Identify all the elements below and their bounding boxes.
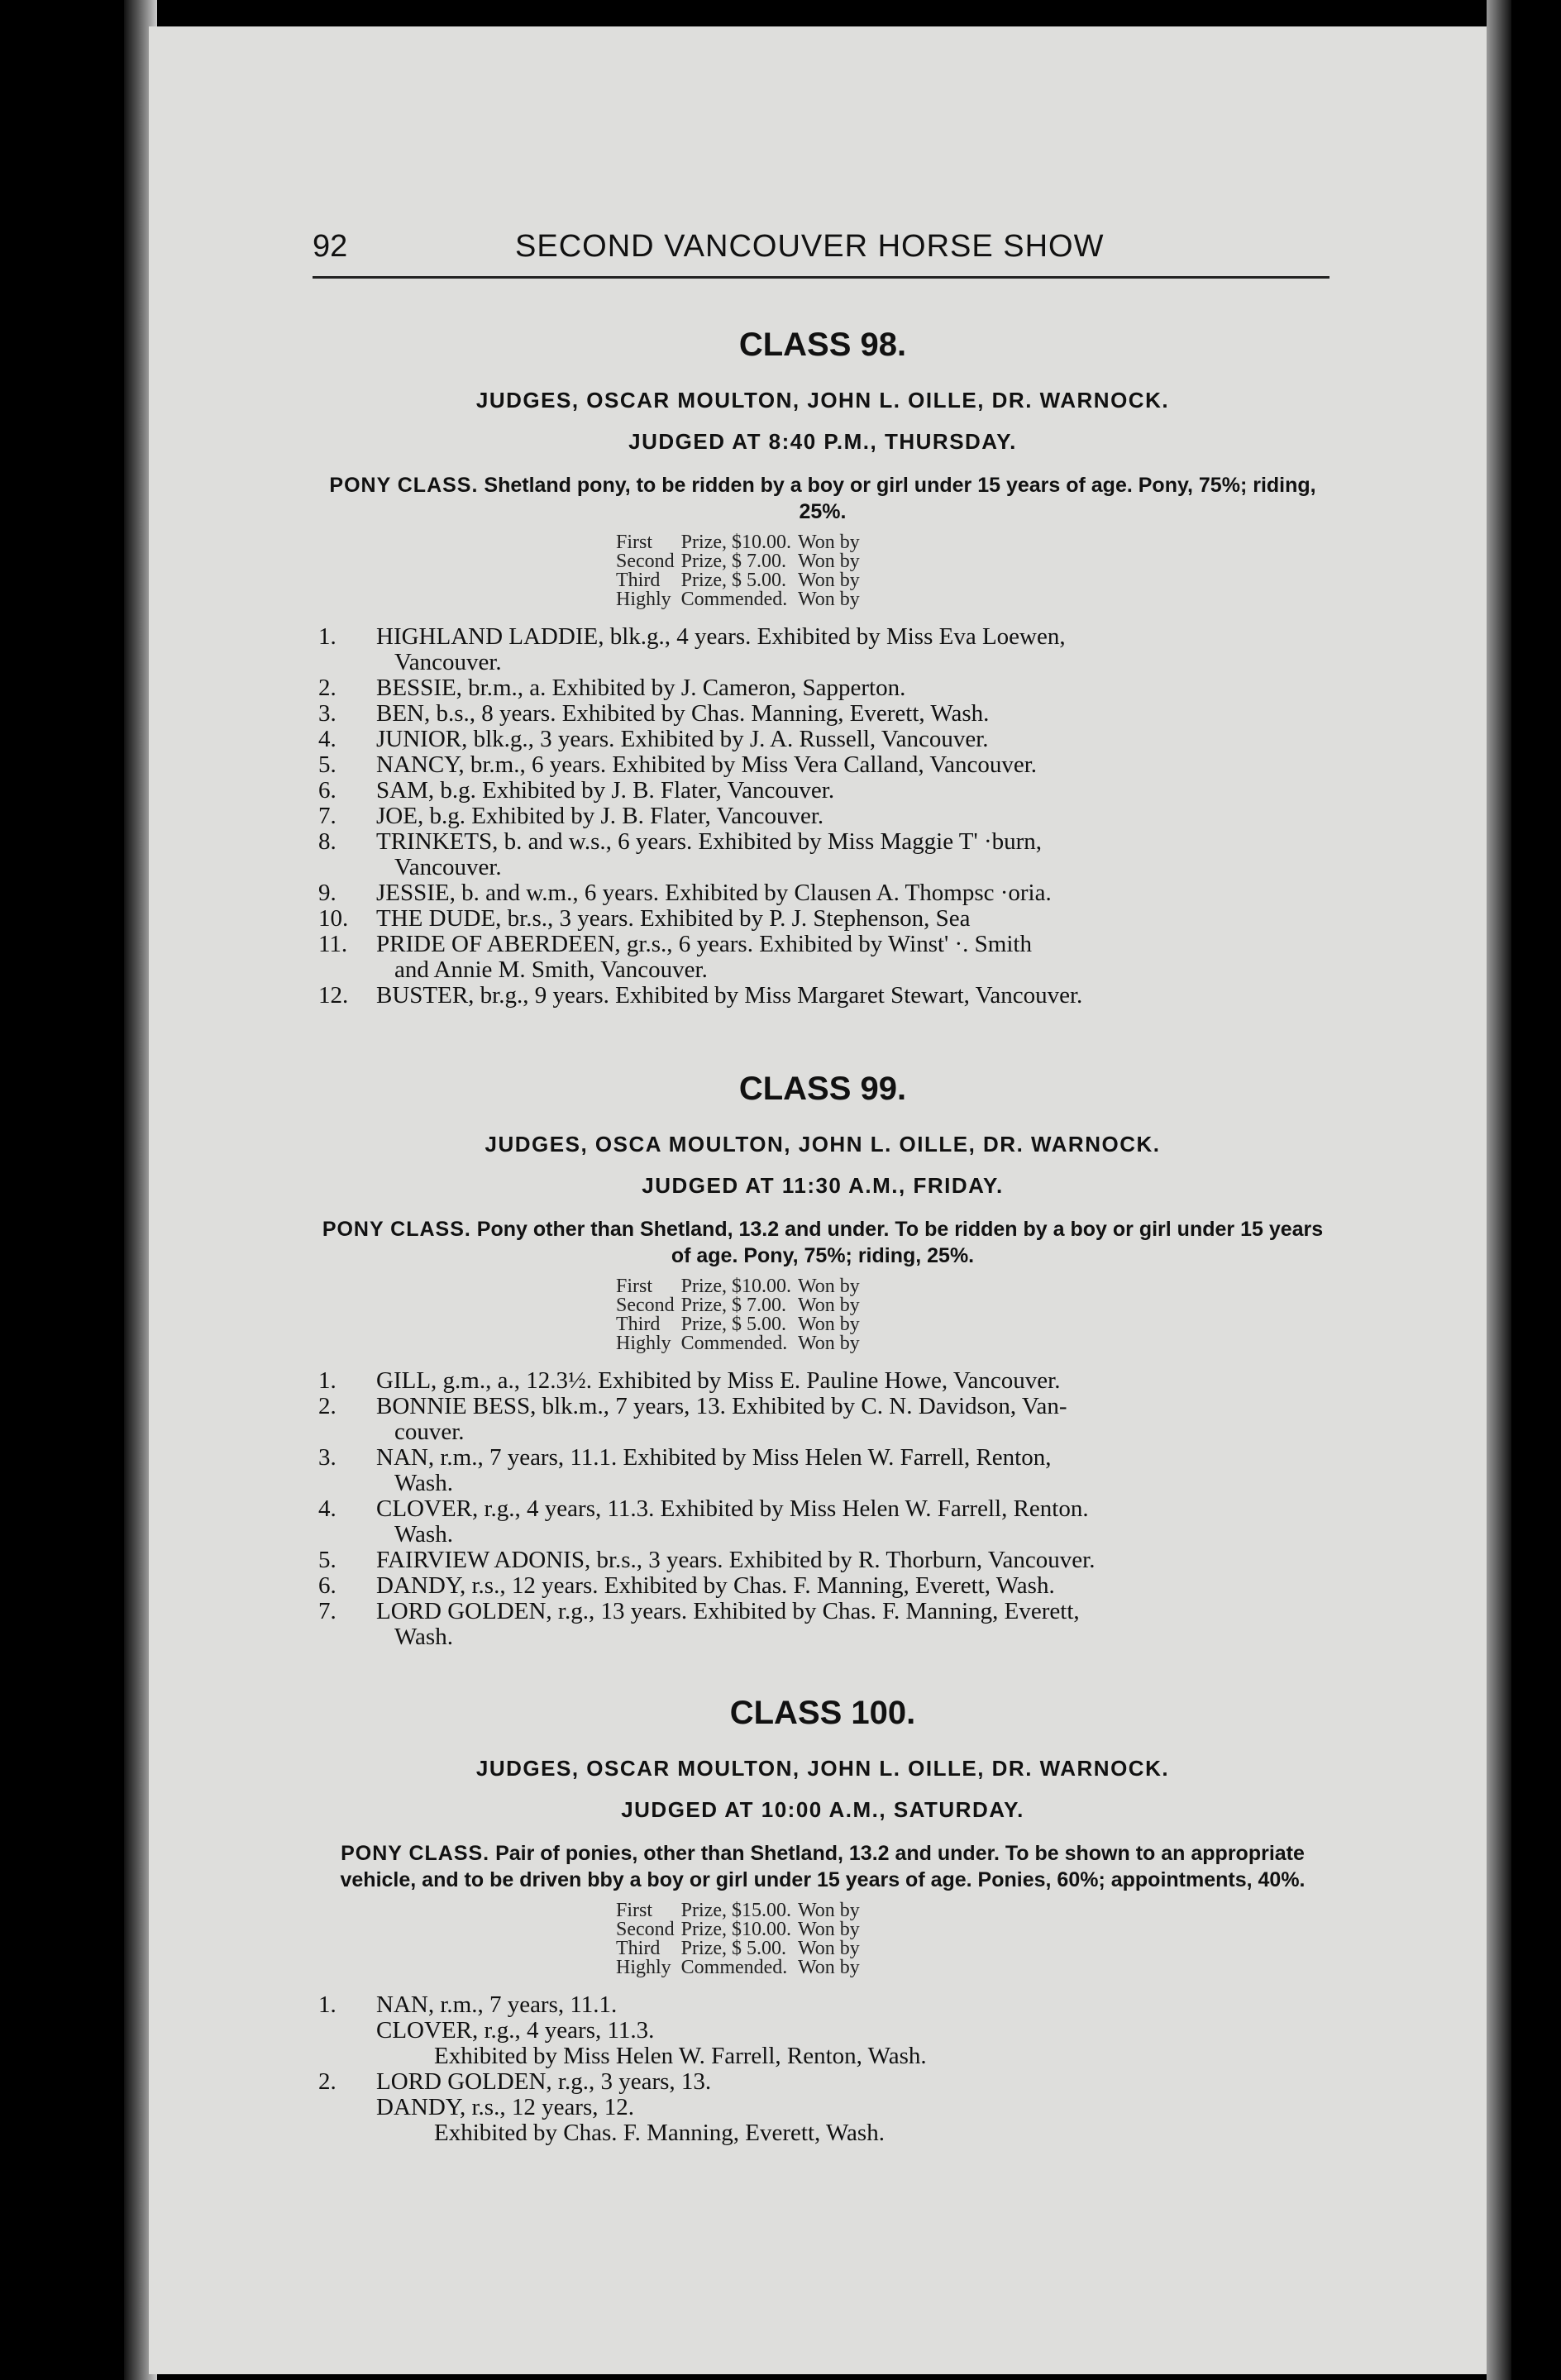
entry-second-pony: CLOVER, r.g., 4 years, 11.3. — [376, 2017, 655, 2044]
prize-winner: Won by — [797, 1900, 860, 1921]
prize-row — [616, 552, 866, 571]
entry-number: 1. — [318, 1991, 337, 2018]
entry-text: NAN, r.m., 7 years, 11.1. Exhibited by Miss Helen W. Farrell, Renton, — [376, 1444, 1052, 1471]
judged-time: JUDGED AT 10:00 A.M., SATURDAY. — [621, 1797, 1024, 1822]
prize-rank: First — [616, 1276, 653, 1297]
judges-line: JUDGES, OSCAR MOULTON, JOHN L. OILLE, DR. WARNOCK. — [475, 388, 1170, 413]
entry-item — [306, 701, 1339, 727]
entry-text: BONNIE BESS, blk.m., 7 years, 13. Exhibited by C. N. Davidson, Van- — [376, 1393, 1067, 1419]
entry-text: BEN, b.s., 8 years. Exhibited by Chas. Manning, Everett, Wash. — [376, 700, 990, 727]
entry-continuation: couver. — [394, 1419, 465, 1445]
entry-number: 6. — [318, 1572, 337, 1599]
entry-item — [306, 804, 1339, 829]
prize-row — [616, 590, 866, 609]
entry-number: 7. — [318, 1598, 337, 1624]
prize-winner: Won by — [797, 1919, 860, 1940]
entry-exhibitor: Exhibited by Chas. F. Manning, Everett, Wash. — [434, 2120, 885, 2146]
entry-text: NANCY, br.m., 6 years. Exhibited by Miss Vera Calland, Vancouver. — [376, 751, 1038, 778]
entry-item — [306, 727, 1339, 752]
entry-number: 8. — [318, 828, 337, 855]
class-description — [306, 1840, 1339, 1893]
prize-winner: Won by — [797, 570, 860, 591]
entry-number: 4. — [318, 1495, 337, 1522]
prize-winner: Won by — [797, 551, 860, 572]
entry-list — [306, 624, 1339, 1009]
entry-text: HIGHLAND LADDIE, blk.g., 4 years. Exhibited by Miss Eva Loewen, — [376, 623, 1066, 650]
entry-continuation: Wash. — [394, 1521, 453, 1548]
entry-continuation: Wash. — [394, 1470, 453, 1496]
prize-rank: Highly — [616, 589, 671, 610]
prize-winner: Won by — [797, 1333, 860, 1354]
entry-number: 7. — [318, 803, 337, 829]
entry-number: 2. — [318, 1393, 337, 1419]
prize-table — [616, 533, 1029, 609]
entry-item — [306, 1573, 1339, 1599]
entry-number: 3. — [318, 700, 337, 727]
entry-number: 1. — [318, 1367, 337, 1394]
entry-text: CLOVER, r.g., 4 years, 11.3. Exhibited by Miss Helen W. Farrell, Renton. — [376, 1495, 1089, 1522]
entry-text: LORD GOLDEN, r.g., 3 years, 13. — [376, 2068, 712, 2095]
entry-continuation: and Annie M. Smith, Vancouver. — [394, 956, 708, 983]
entry-number: 4. — [318, 726, 337, 752]
entry-number: 12. — [318, 982, 349, 1009]
entry-text: JESSIE, b. and w.m., 6 years. Exhibited by Clausen A. Thompsc ·oria. — [376, 880, 1052, 906]
header-rule — [313, 276, 1329, 279]
prize-rank: Third — [616, 1938, 661, 1959]
prize-row — [616, 1277, 866, 1296]
entry-second-pony: DANDY, r.s., 12 years, 12. — [376, 2094, 635, 2120]
prize-winner: Won by — [797, 1938, 860, 1959]
prize-winner: Won by — [797, 1957, 860, 1978]
prize-winner: Won by — [797, 1276, 860, 1297]
entry-list — [306, 1368, 1339, 1650]
entry-continuation: Vancouver. — [394, 649, 502, 675]
entry-item — [306, 624, 1339, 675]
prize-row — [616, 1958, 866, 1977]
prize-amount: Prize, $ 7.00. — [680, 1295, 786, 1316]
entry-item — [306, 778, 1339, 804]
entry-item — [306, 675, 1339, 701]
entry-number: 11. — [318, 931, 348, 957]
class-label: PONY CLASS. — [329, 474, 479, 497]
class-section-98 — [306, 327, 1339, 1009]
prize-row — [616, 1334, 866, 1353]
class-section-100 — [306, 1695, 1339, 2146]
entry-text: JUNIOR, blk.g., 3 years. Exhibited by J. A. Russell, Vancouver. — [376, 726, 989, 752]
entry-list — [306, 1992, 1339, 2146]
entry-item — [306, 1496, 1339, 1548]
entry-item — [306, 1992, 1339, 2069]
prize-amount: Prize, $ 5.00. — [680, 1938, 786, 1959]
prize-rank: First — [616, 532, 653, 553]
page-number: 92 — [313, 229, 348, 264]
prize-amount: Prize, $10.00. — [680, 1276, 791, 1297]
entry-number: 3. — [318, 1444, 337, 1471]
entry-item — [306, 1599, 1339, 1650]
class-section-99 — [306, 1071, 1339, 1650]
description-text: Pony other than Shetland, 13.2 and under. To be ridden by a boy or girl under 15 years of age. Pony, 75%; riding, 25%. — [476, 1218, 1324, 1267]
entry-number: 1. — [318, 623, 337, 650]
entry-text: SAM, b.g. Exhibited by J. B. Flater, Vancouver. — [376, 777, 835, 804]
entry-item — [306, 932, 1339, 983]
prize-amount: Prize, $10.00. — [680, 532, 791, 553]
prize-rank: Highly — [616, 1333, 671, 1354]
prize-rank: Third — [616, 570, 661, 591]
class-label: PONY CLASS. — [341, 1842, 490, 1865]
entry-item — [306, 1368, 1339, 1394]
prize-rank: First — [616, 1900, 653, 1921]
judges-line: JUDGES, OSCA MOULTON, JOHN L. OILLE, DR. WARNOCK. — [485, 1132, 1161, 1157]
entry-item — [306, 2069, 1339, 2146]
entry-item — [306, 1548, 1339, 1573]
entry-number: 6. — [318, 777, 337, 804]
entry-continuation: Wash. — [394, 1624, 453, 1650]
prize-row — [616, 571, 866, 590]
prize-winner: Won by — [797, 1314, 860, 1335]
entry-item — [306, 1445, 1339, 1496]
entry-text: FAIRVIEW ADONIS, br.s., 3 years. Exhibited by R. Thorburn, Vancouver. — [376, 1547, 1096, 1573]
entry-number: 2. — [318, 2068, 337, 2095]
entry-continuation: Vancouver. — [394, 854, 502, 880]
entry-number: 2. — [318, 675, 337, 701]
prize-rank: Second — [616, 1919, 675, 1940]
prize-table — [616, 1901, 1029, 1977]
prize-amount: Prize, $ 5.00. — [680, 570, 786, 591]
entry-text: NAN, r.m., 7 years, 11.1. — [376, 1991, 618, 2018]
page-edge — [1487, 0, 1511, 2380]
entry-item — [306, 880, 1339, 906]
class-description — [306, 472, 1339, 525]
entry-item — [306, 829, 1339, 880]
entry-text: GILL, g.m., a., 12.3½. Exhibited by Miss E. Pauline Howe, Vancouver. — [376, 1367, 1061, 1394]
prize-amount: Prize, $10.00. — [680, 1919, 791, 1940]
entry-text: THE DUDE, br.s., 3 years. Exhibited by P. J. Stephenson, Sea — [376, 905, 971, 932]
prize-amount: Commended. — [680, 1957, 788, 1978]
prize-row — [616, 533, 866, 552]
class-title: CLASS 98. — [738, 327, 907, 363]
judged-time: JUDGED AT 11:30 A.M., FRIDAY. — [642, 1173, 1004, 1198]
prize-table — [616, 1277, 1029, 1353]
prize-row — [616, 1901, 866, 1920]
prize-amount: Commended. — [680, 1333, 788, 1354]
entry-item — [306, 983, 1339, 1009]
entry-number: 10. — [318, 905, 349, 932]
prize-rank: Highly — [616, 1957, 671, 1978]
prize-rank: Second — [616, 551, 675, 572]
page-header — [313, 229, 1329, 279]
entry-item — [306, 752, 1339, 778]
prize-row — [616, 1920, 866, 1939]
prize-winner: Won by — [797, 1295, 860, 1316]
prize-row — [616, 1939, 866, 1958]
prize-row — [616, 1315, 866, 1334]
prize-amount: Prize, $ 5.00. — [680, 1314, 786, 1335]
entry-number: 5. — [318, 1547, 337, 1573]
prize-winner: Won by — [797, 532, 860, 553]
prize-amount: Prize, $ 7.00. — [680, 551, 786, 572]
running-title: SECOND VANCOUVER HORSE SHOW — [515, 229, 1105, 264]
description-text: Pair of ponies, other than Shetland, 13.2 and under. To be shown to an appropriate vehicle, and to be driven bby a boy or girl under 15 years of age. Ponies, 60%; appointments, 40%. — [340, 1842, 1306, 1891]
class-label: PONY CLASS. — [322, 1218, 471, 1241]
class-description — [306, 1216, 1339, 1269]
prize-winner: Won by — [797, 589, 860, 610]
entry-text: PRIDE OF ABERDEEN, gr.s., 6 years. Exhibited by Winst' ·. Smith — [376, 931, 1032, 957]
description-text: Shetland pony, to be ridden by a boy or girl under 15 years of age. Pony, 75%; riding, 25%. — [484, 474, 1316, 523]
entry-item — [306, 1394, 1339, 1445]
entry-text: TRINKETS, b. and w.s., 6 years. Exhibited by Miss Maggie T' ·burn, — [376, 828, 1043, 855]
entry-number: 5. — [318, 751, 337, 778]
entry-text: DANDY, r.s., 12 years. Exhibited by Chas. F. Manning, Everett, Wash. — [376, 1572, 1055, 1599]
judged-time: JUDGED AT 8:40 P.M., THURSDAY. — [628, 429, 1017, 454]
prize-rank: Third — [616, 1314, 661, 1335]
entry-text: BESSIE, br.m., a. Exhibited by J. Cameron, Sapperton. — [376, 675, 906, 701]
class-title: CLASS 100. — [729, 1695, 916, 1731]
entry-text: JOE, b.g. Exhibited by J. B. Flater, Vancouver. — [376, 803, 824, 829]
prize-amount: Prize, $15.00. — [680, 1900, 791, 1921]
entry-number: 9. — [318, 880, 337, 906]
prize-rank: Second — [616, 1295, 675, 1316]
class-title: CLASS 99. — [738, 1071, 907, 1107]
entry-text: BUSTER, br.g., 9 years. Exhibited by Miss Margaret Stewart, Vancouver. — [376, 982, 1083, 1009]
entry-text: LORD GOLDEN, r.g., 13 years. Exhibited by Chas. F. Manning, Everett, — [376, 1598, 1080, 1624]
entry-item — [306, 906, 1339, 932]
prize-row — [616, 1296, 866, 1315]
prize-amount: Commended. — [680, 589, 788, 610]
judges-line: JUDGES, OSCAR MOULTON, JOHN L. OILLE, DR. WARNOCK. — [475, 1756, 1170, 1781]
entry-exhibitor: Exhibited by Miss Helen W. Farrell, Renton, Wash. — [434, 2043, 927, 2069]
